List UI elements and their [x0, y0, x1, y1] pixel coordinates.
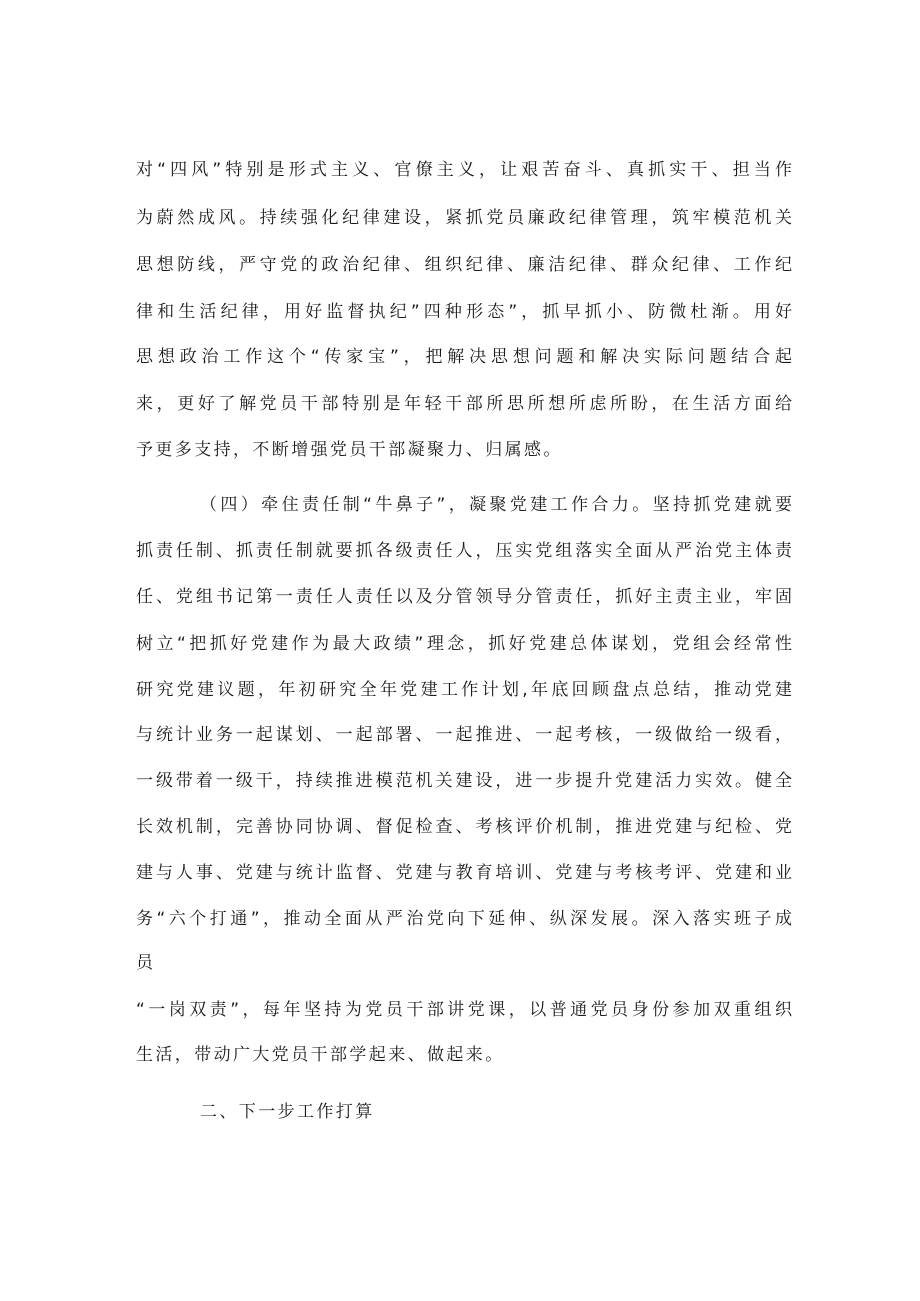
paragraph-2-line-4: 树立“把抓好党建作为最大政绩”理念，抓好党建总体谋划，党组会经常性	[136, 634, 792, 654]
paragraph-1-line-5: 思想政治工作这个“传家宝”，把解决思想问题和解决实际问题结合起	[136, 347, 792, 367]
paragraph-2-line-12: “一岗双责”，每年坚持为党员干部讲党课，以普通党员身份参加双重组织	[136, 1000, 792, 1020]
paragraph-1-line-4: 律和生活纪律，用好监督执纪”四种形态”，抓早抓小、防微杜渐。用好	[136, 302, 792, 322]
paragraph-2-line-11: 员	[136, 953, 156, 973]
paragraph-2-line-10: 务“六个打通”，推动全面从严治党向下延伸、纵深发展。深入落实班子成	[136, 909, 792, 929]
paragraph-2-line-3: 任、党组书记第一责任人责任以及分管领导分管责任，抓好主责主业，牢固	[136, 587, 792, 607]
paragraph-1-line-7: 予更多支持，不断增强党员干部凝聚力、归属感。	[136, 440, 563, 460]
section-heading: 二、下一步工作打算	[200, 1102, 375, 1122]
paragraph-2-line-5: 研究党建议题，年初研究全年党建工作计划,年底回顾盘点总结，推动党建	[136, 680, 792, 700]
paragraph-1-line-2: 为蔚然成风。持续强化纪律建设，紧抓党员廉政纪律管理，筑牢模范机关	[136, 208, 792, 228]
paragraph-1-line-3: 思想防线，严守党的政治纪律、组织纪律、廉洁纪律、群众纪律、工作纪	[136, 255, 792, 275]
paragraph-2-line-1: （四）牵住责任制“牛鼻子”，凝聚党建工作合力。坚持抓党建就要	[200, 495, 792, 515]
paragraph-1-line-6: 来，更好了解党员干部特别是年轻干部所思所想所虑所盼，在生活方面给	[136, 394, 792, 414]
paragraph-2-line-8: 长效机制，完善协同协调、督促检查、考核评价机制，推进党建与纪检、党	[136, 817, 792, 837]
paragraph-2-line-9: 建与人事、党建与统计监督、党建与教育培训、党建与考核考评、党建和业	[136, 863, 792, 883]
paragraph-2-line-13: 生活，带动广大党员干部学起来、做起来。	[136, 1045, 505, 1065]
paragraph-2-line-2: 抓责任制、抓责任制就要抓各级责任人，压实党组落实全面从严治党主体责	[136, 541, 792, 561]
paragraph-2-line-6: 与统计业务一起谋划、一起部署、一起推进、一起考核，一级做给一级看，	[136, 725, 792, 745]
paragraph-2-line-7: 一级带着一级干，持续推进模范机关建设，进一步提升党建活力实效。健全	[136, 771, 792, 791]
paragraph-1-line-1: 对“四风”特别是形式主义、官僚主义，让艰苦奋斗、真抓实干、担当作	[136, 160, 792, 180]
